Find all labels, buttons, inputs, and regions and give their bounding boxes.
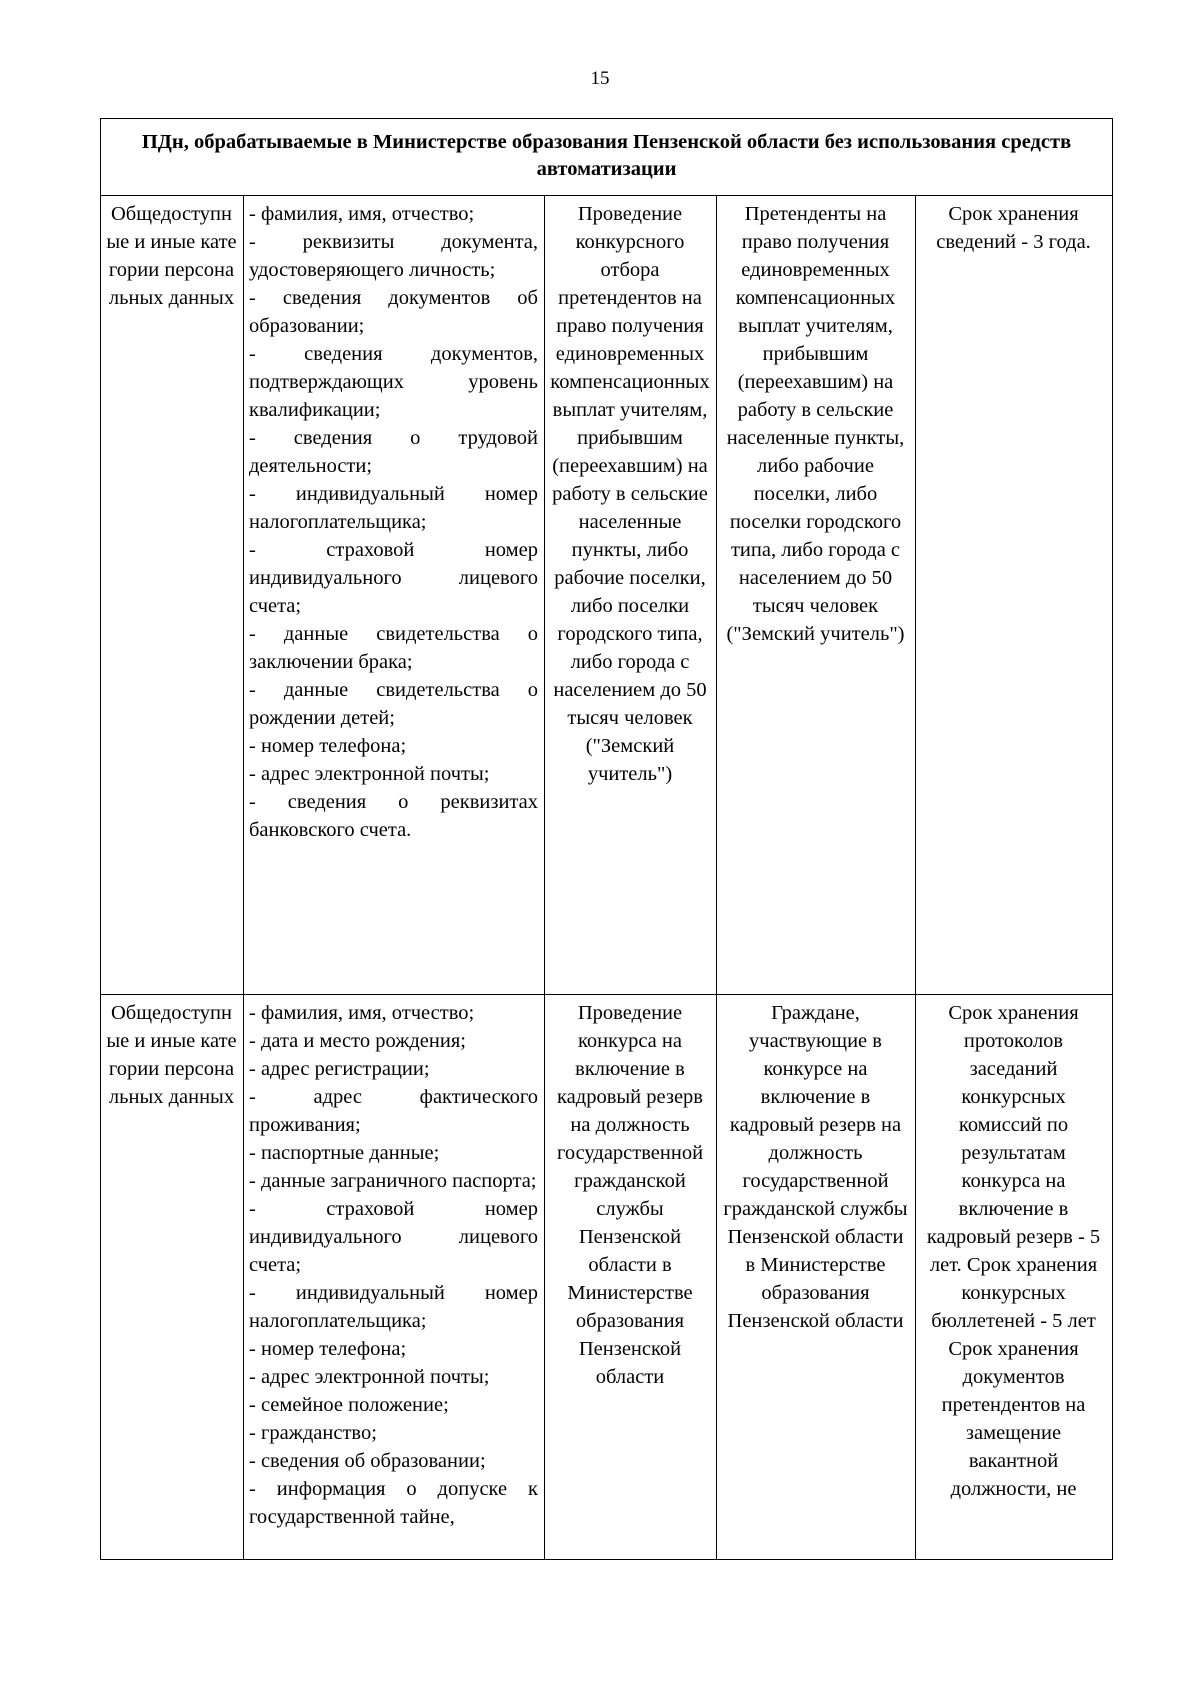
retention-term-cell: Срок хранения протоколов заседаний конкурсных комиссий по результатам конкурса на включение в кадровый резерв - 5 лет. Срок хранения конкурсных бюллетеней - 5 лет Срок хранения документов претендентов на замещение вакантной должности, не [916, 995, 1113, 1560]
list-item: - номер телефона; [249, 735, 407, 757]
list-item: - страховой номер индивидуального лицевого счета; [249, 539, 538, 617]
list-item: - сведения о реквизитах банковского счета. [249, 791, 538, 841]
pdn-table [100, 118, 1113, 1560]
subjects-cell: Претенденты на право получения единовременных компенсационных выплат учителям, прибывшим (переехавшим) на работу в сельские населенные пункты, либо рабочие поселки, либо поселки городского типа, либо города с населением до 50 тысяч человек ("Земский учитель") [717, 196, 916, 995]
list-item: - адрес электронной почты; [249, 763, 490, 785]
list-item: - страховой номер индивидуального лицевого счета; [249, 1198, 538, 1276]
category-cell: Общедоступные и иные категории персональных данных [101, 995, 244, 1560]
list-item: - индивидуальный номер налогоплательщика; [249, 483, 538, 533]
list-item: - данные заграничного паспорта; [249, 1170, 537, 1192]
list-item: - фамилия, имя, отчество; [249, 203, 475, 225]
data-list-cell [244, 196, 545, 995]
retention-term-cell: Срок хранения сведений - 3 года. [916, 196, 1113, 995]
list-item: - фамилия, имя, отчество; [249, 1002, 475, 1024]
page-number: 15 [590, 68, 610, 89]
list-item: - гражданство; [249, 1422, 377, 1444]
table-row [101, 995, 1113, 1560]
list-item: - сведения документов, подтверждающих уровень квалификации; [249, 343, 538, 421]
list-item: - реквизиты документа, удостоверяющего личность; [249, 231, 538, 281]
list-item: - адрес регистрации; [249, 1058, 430, 1080]
list-item: - индивидуальный номер налогоплательщика; [249, 1282, 538, 1332]
list-item: - адрес фактического проживания; [249, 1086, 538, 1136]
data-list-cell [244, 995, 545, 1560]
purpose-cell: Проведение конкурса на включение в кадровый резерв на должность государственной гражданской службы Пензенской области в Министерстве образования Пензенской области [545, 995, 717, 1560]
table-row [101, 196, 1113, 995]
purpose-cell: Проведение конкурсного отбора претендентов на право получения единовременных компенсационных выплат учителям, прибывшим (переехавшим) на работу в сельские населенные пункты, либо рабочие поселки, либо поселки городского типа, либо города с населением до 50 тысяч человек ("Земский учитель") [545, 196, 717, 995]
list-item: - адрес электронной почты; [249, 1366, 490, 1388]
list-item: - информация о допуске к государственной тайне, [249, 1478, 538, 1528]
table-heading-row [101, 119, 1113, 196]
subjects-cell: Граждане, участвующие в конкурсе на включение в кадровый резерв на должность государственной гражданской службы Пензенской области в Министерстве образования Пензенской области [717, 995, 916, 1560]
list-item: - сведения об образовании; [249, 1450, 486, 1472]
list-item: - дата и место рождения; [249, 1030, 466, 1052]
list-item: - семейное положение; [249, 1394, 449, 1416]
list-item: - номер телефона; [249, 1338, 407, 1360]
list-item: - данные свидетельства о заключении брака; [249, 623, 538, 673]
table-heading: ПДн, обрабатываемые в Министерстве образования Пензенской области без использования средств автоматизации [101, 119, 1113, 196]
list-item: - паспортные данные; [249, 1142, 440, 1164]
list-item: - сведения документов об образовании; [249, 287, 538, 337]
list-item: - сведения о трудовой деятельности; [249, 427, 538, 477]
category-cell: Общедоступные и иные категории персональных данных [101, 196, 244, 995]
list-item: - данные свидетельства о рождении детей; [249, 679, 538, 729]
